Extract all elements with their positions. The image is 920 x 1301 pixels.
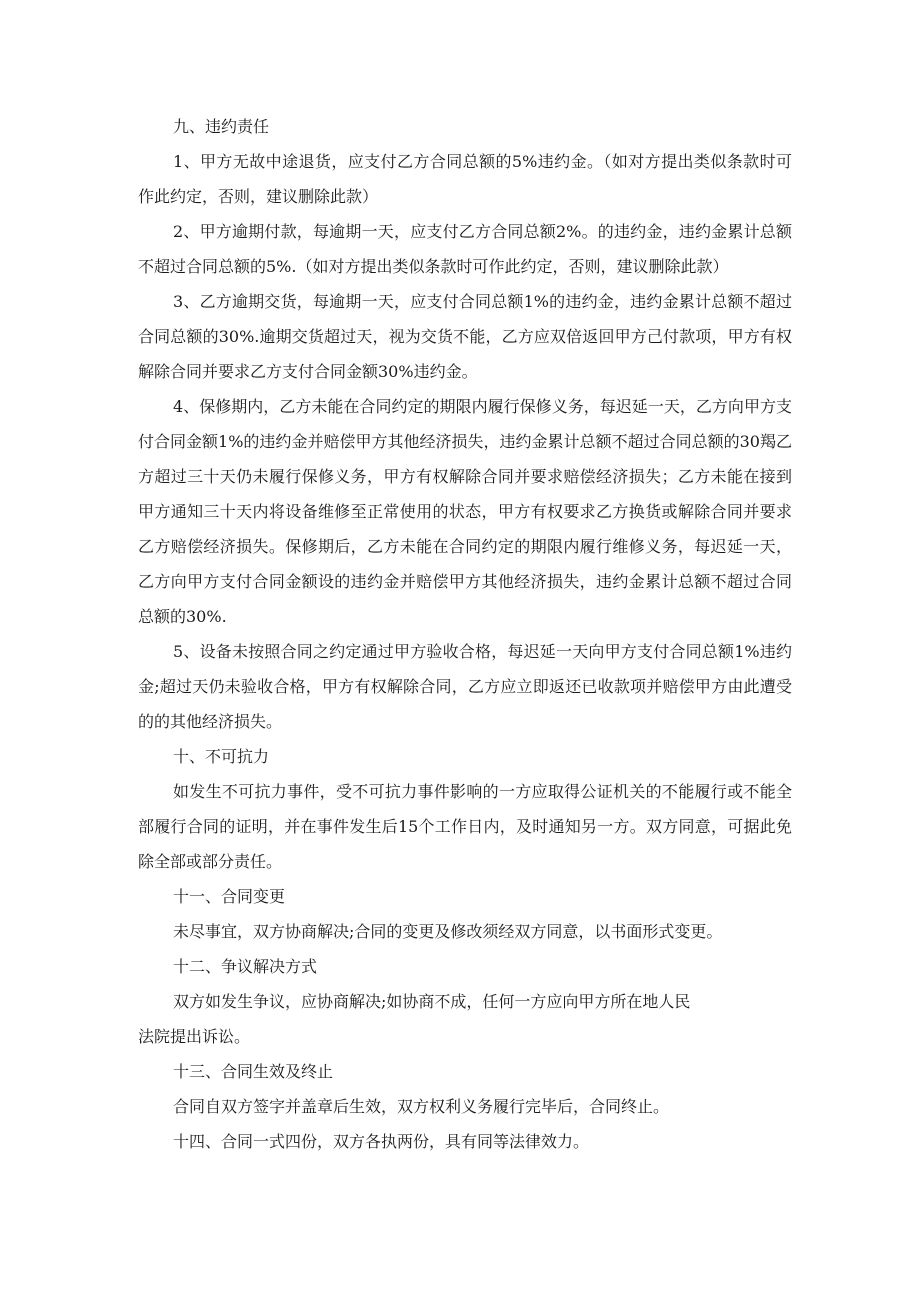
- clause-paragraph: 双方如发生争议，应协商解决;如协商不成，任何一方应向甲方所在地人民 法院提出诉讼。: [138, 992, 691, 1046]
- section-heading-breach: 九、违约责任: [173, 117, 270, 136]
- section-heading-effect-termination: 十三、合同生效及终止: [173, 1062, 334, 1081]
- clause-paragraph: 未尽事宜，双方协商解决;合同的变更及修改须经双方同意，以书面形式变更。: [173, 922, 723, 941]
- clause-paragraph: 4、保修期内，乙方未能在合同约定的期限内履行保修义务，每迟延一天，乙方向甲方支付合同金额1%的违约金并赔偿甲方其他经济损失，违约金累计总额不超过合同总额的30羯乙方超过三十天仍未履行保修义务，甲方有权解除合同并要求赔偿经济损失；乙方未能在接到甲方通知三十天内将设备维修至正常使用的状态，甲方有权要求乙方换货或解除合同并要求乙方赔偿经济损失。保修期后，乙方未能在合同约定的期限内履行维修义务，每迟延一天，乙方向甲方支付合同金额设的违约金并赔偿甲方其他经济损失，违约金累计总额不超过合同总额的30%.: [138, 397, 792, 626]
- clause-paragraph: 5、设备未按照合同之约定通过甲方验收合格，每迟延一天向甲方支付合同总额1%违约金;超过天仍未验收合格，甲方有权解除合同，乙方应立即返还已收款项并赔偿甲方由此遭受的的其他经济损失。: [138, 642, 792, 731]
- section-heading-contract-change: 十一、合同变更: [173, 887, 286, 906]
- clause-paragraph: 如发生不可抗力事件，受不可抗力事件影响的一方应取得公证机关的不能履行或不能全部履行合同的证明，并在事件发生后15个工作日内，及时通知另一方。双方同意，可据此免除全部或部分责任。: [138, 782, 792, 871]
- document-body: [138, 109, 792, 1159]
- clause-paragraph: 3、乙方逾期交货，每逾期一天，应支付合同总额1%的违约金，违约金累计总额不超过合同总额的30%.逾期交货超过天，视为交货不能，乙方应双倍返回甲方己付款项，甲方有权解除合同并要求乙方支付合同金额30%违约金。: [138, 292, 792, 381]
- clause-paragraph: 2、甲方逾期付款，每逾期一天，应支付乙方合同总额2%。的违约金，违约金累计总额不超过合同总额的5%.（如对方提出类似条款时可作此约定，否则，建议删除此款）: [138, 222, 792, 276]
- clause-paragraph: 1、甲方无故中途退货，应支付乙方合同总额的5%违约金。（如对方提出类似条款时可作此约定，否则，建议删除此款）: [138, 152, 792, 206]
- section-heading-dispute-resolution: 十二、争议解决方式: [173, 957, 318, 976]
- clause-paragraph-copies: 十四、合同一式四份，双方各执两份，具有同等法律效力。: [173, 1132, 590, 1151]
- clause-paragraph: 合同自双方签字并盖章后生效，双方权利义务履行完毕后，合同终止。: [173, 1097, 670, 1116]
- section-heading-force-majeure: 十、不可抗力: [173, 747, 270, 766]
